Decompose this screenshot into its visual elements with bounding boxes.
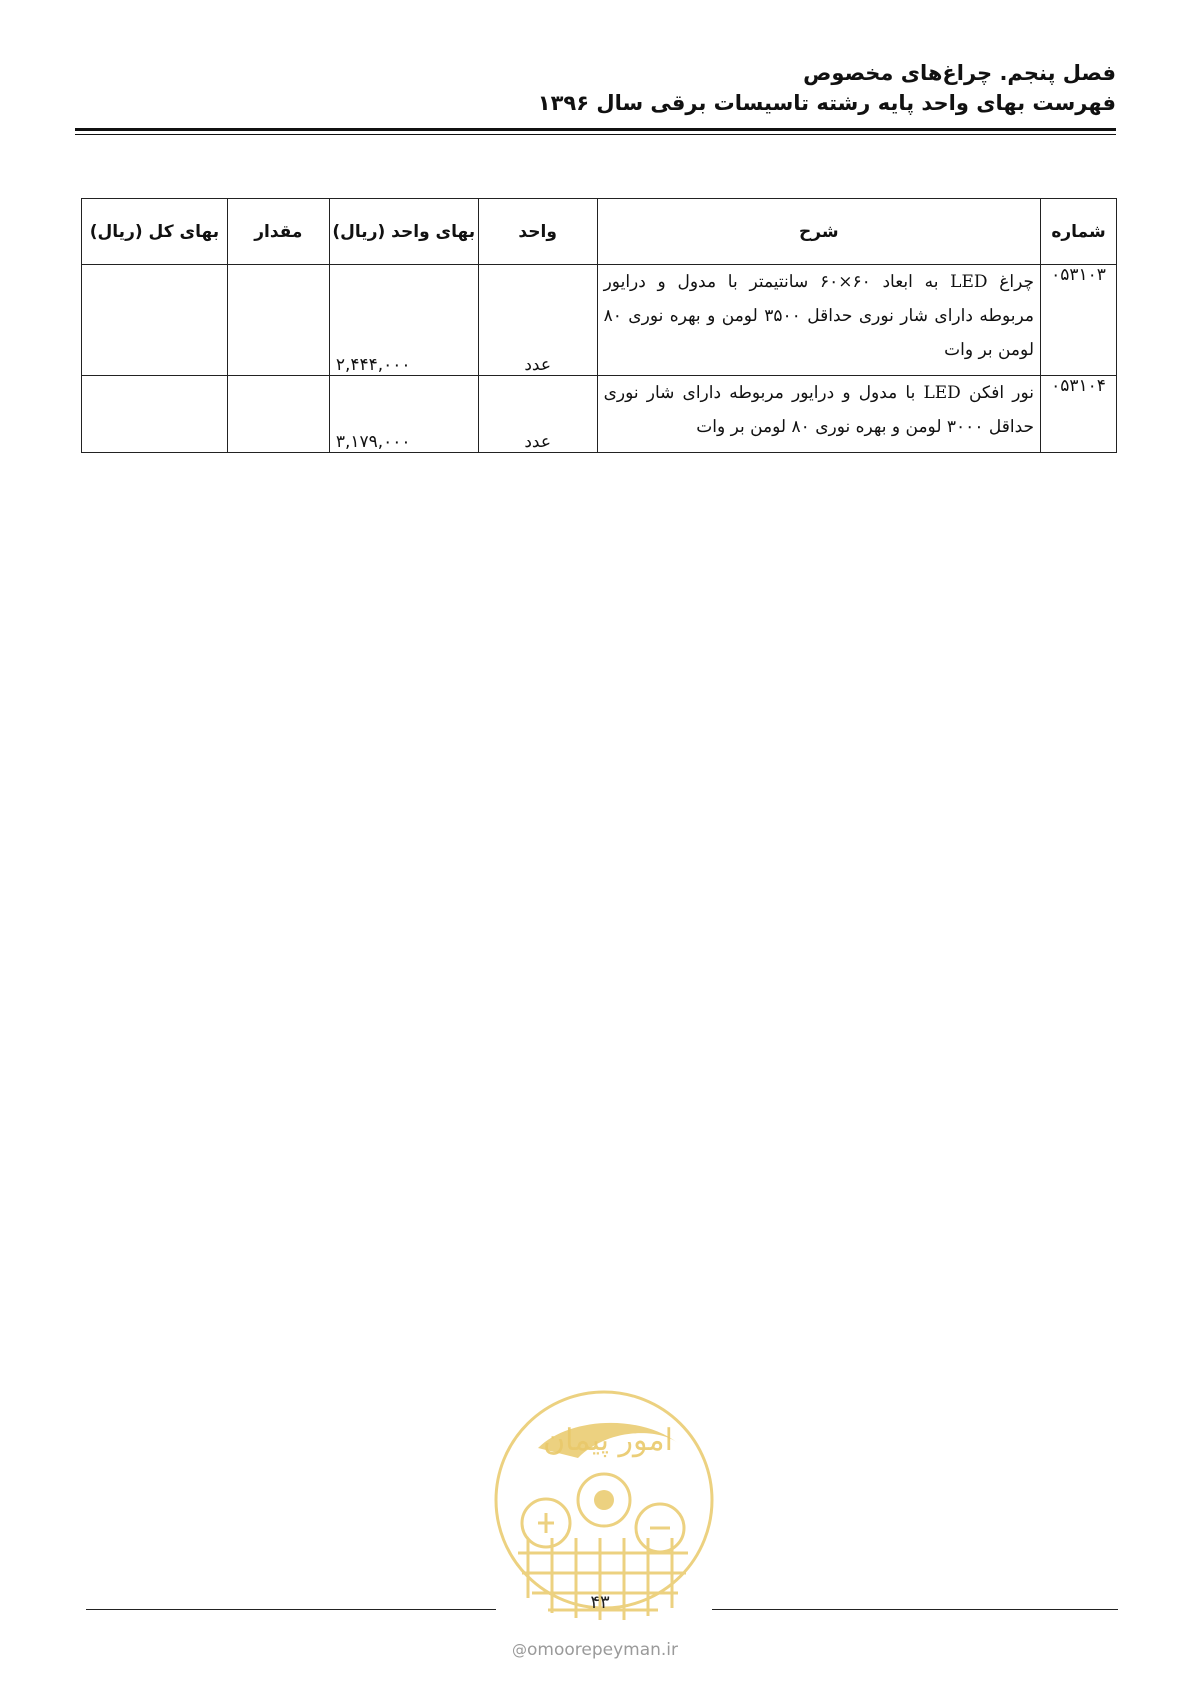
col-header-unit: واحد: [478, 199, 597, 265]
item-code: ۰۵۳۱۰۴: [1041, 376, 1117, 453]
col-header-unit-price: بهای واحد (ریال): [329, 199, 478, 265]
item-quantity: [227, 376, 329, 453]
website-url: omoorepeyman.ir: [526, 1640, 679, 1660]
at-icon: @: [511, 1641, 527, 1659]
item-total-price: [82, 265, 228, 376]
item-description: نور افکن LED با مدول و درایور مربوطه دارای شار نوری حداقل ۳۰۰۰ لومن و بهره نوری ۸۰ لومن بر وات: [597, 376, 1040, 453]
header-rule-thin: [75, 134, 1116, 135]
footer-rule-right: [712, 1609, 1118, 1610]
page-header: [75, 58, 1116, 118]
table-row: [82, 265, 1117, 376]
price-list-title: فهرست بهای واحد پایه رشته تاسیسات برقی سال ۱۳۹۶: [537, 91, 1116, 115]
svg-text:امور پیمان: امور پیمان: [543, 1423, 673, 1458]
item-unit: عدد: [478, 376, 597, 453]
item-unit-price: ۳,۱۷۹,۰۰۰: [329, 376, 478, 453]
item-code: ۰۵۳۱۰۳: [1041, 265, 1117, 376]
page-number: ۴۳: [590, 1592, 610, 1613]
table-header-row: [82, 199, 1117, 265]
col-header-total-price: بهای کل (ریال): [82, 199, 228, 265]
item-total-price: [82, 376, 228, 453]
footer-rule-left: [86, 1609, 496, 1610]
item-quantity: [227, 265, 329, 376]
item-description: چراغ LED به ابعاد ۶۰×۶۰ سانتیمتر با مدول و درایور مربوطه دارای شار نوری حداقل ۳۵۰۰ لومن و بهره نوری ۸۰ لومن بر وات: [597, 265, 1040, 376]
header-rule-thick: [75, 128, 1116, 131]
col-header-quantity: مقدار: [227, 199, 329, 265]
website-label: [480, 1640, 710, 1660]
col-header-code: شماره: [1041, 199, 1117, 265]
chapter-title: فصل پنجم. چراغ‌های مخصوص: [803, 61, 1116, 85]
table-row: [82, 376, 1117, 453]
price-items-table: [81, 198, 1117, 453]
col-header-description: شرح: [597, 199, 1040, 265]
item-unit-price: ۲,۴۴۴,۰۰۰: [329, 265, 478, 376]
item-unit: عدد: [478, 265, 597, 376]
